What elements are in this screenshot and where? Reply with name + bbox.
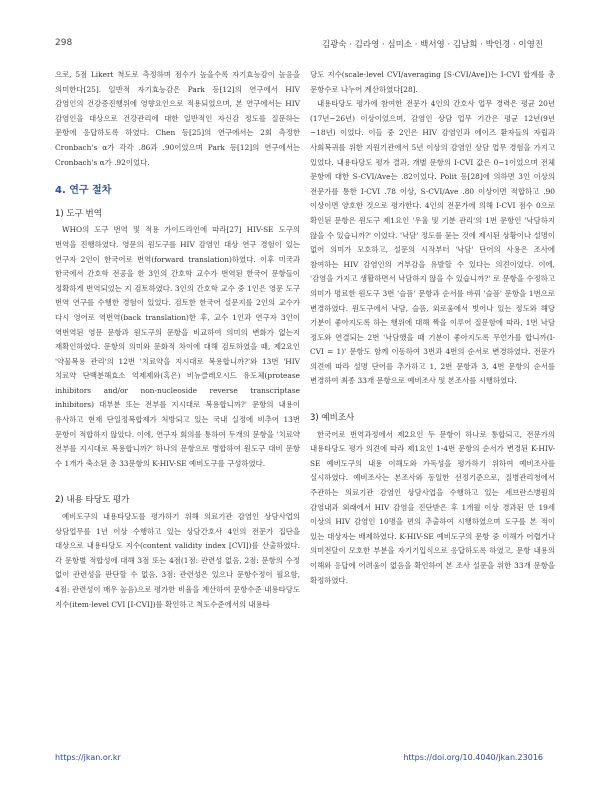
content-validity-paragraph: 예비도구의 내용타당도를 평가하기 위해 의료기관 감염인 상담사업의 상담업무를 1년 이상 수행하고 있는 상담간호사 4인의 전문가 집단을 대상으로 내용타당도 지수(content validity index [CVI])를 산출하였다. 각 문항별 적합성에 대해 3점 또는 4점(1점: 관련성 없음, 2점: 문항의 수정 없이 관련성을 판단할 수 없음, 3점: 관련성은 있으나 문항수정이 필요함, 4점: 관련성이 매우 높음)으로 평가한 비율을 계산하여 문항수준 내용타당도 지수(item-level CVI [I-CVI])를 확인하고 척도수준에서의 내용타 <box>55 512 300 609</box>
section-title-research-procedure: 4. 연구 절차 <box>55 185 112 197</box>
tool-translation-paragraph: WHO의 도구 번역 및 적용 가이드라인에 따라[27] HIV-SE 도구의 번역을 진행하였다. 영문의 원도구를 HIV 감염인 대상 연구 경험이 있는 연구자 2인이 한국어로 번역(forward translation)하였다. 이후 미국과 한국에서 간호학 전공을 한 3인의 간호학 교수가 번역된 한국어 문항들이 정확하게 번역되었는 지 검토하였다. 3인의 간호학 교수 중 1인은 영문 도구 번역 연구를 수행한 경험이 있었다. 검토한 한국어 설문지를 2인의 교수가 다시 영어로 역번역(back translation)한 후, 교수 1인과 연구자 3인이 역번역된 영문 문항과 원도구의 문항을 비교하여 의미의 변화가 없는지 재확인하였다. 문항의 의미와 문화적 차이에 대해 검토하였을 때, 제2요인 '약물복용 관리'의 12번 '치료약을 지시대로 복용합니까?'와 13번 'HIV 치료약 단백분해효소 억제제와(혹은) 비뉴클레오시드 유도체(protease inhibitors and/or non-nucleoside reverse transcriptase inhibitors) 대부분 또는 전부를 지시대로 복용합니까?' 문항의 내용이 유사하고 현재 단일정복합제가 처방되고 있는 국내 실정에 비추어 13번 문항이 적합하지 않았다. 이에, 연구자 회의를 통하여 두개의 문항을 '치료약 전부를 지시대로 복용합니까?' 하나의 문항으로 병합하여 원도구 대비 문항 수 1개가 축소된 총 33문항의 K-HIV-SE 예비도구를 구성하였다. <box>55 225 300 468</box>
left-column <box>55 68 300 612</box>
subsection-title-content-validity: 2) 내용 타당도 평가 <box>55 495 130 506</box>
running-header-authors: 김광숙 · 김라영 · 심미소 · 백서영 · 김남희 · 박인경 · 이영진 <box>321 40 543 50</box>
cvi-continuation-paragraph: 당도 지수(scale-level CVI/averaging [S-CVI/Ave])는 I-CVI 합계를 총 문항수로 나누어 계산하였다[28]. <box>310 70 555 94</box>
journal-website-link[interactable]: https://jkan.or.kr <box>55 753 121 762</box>
pilot-study-paragraph: 한국어로 번역과정에서 제2요인 두 문항이 하나로 통합되고, 전문가의 내용타당도 평가 의견에 따라 제1요인 1-4번 문항의 순서가 변경된 K-HIV-SE 예비도구의 내용 이해도와 가독성을 평가하기 위하여 예비조사를 실시하였다. 예비조사는 본조사와 동일한 선정기준으로, 질병관리청에서 주관하는 의료기관 감염인 상담사업을 수행하고 있는 세브란스병원의 감염내과 외래에서 HIV 감염을 진단받은 후 1개월 이상 경과된 만 19세 이상의 HIV 감염인 10명을 편의 추출하여 시행하였으며 도구를 본 적이 있는 대상자는 배제하였다. K-HIV-SE 예비도구의 문항 중 이해가 어렵거나 의미전달이 모호한 부분을 자기기입식으로 응답하도록 하였고, 문항 내용의 이해와 응답에 어려움이 없음을 확인하여 본 조사 설문을 위한 33개 문항을 확정하였다. <box>310 429 555 585</box>
intro-paragraph: 으로, 5점 Likert 척도로 측정하며 점수가 높을수록 자기효능감이 높음을 의미한다[25]. 일반적 자기효능감은 Park 등[12]의 연구에서 HIV 감염인의 건강증진행위에 영향요인으로 적용되었으며, 본 연구에서는 HIV 감염인을 대상으로 건강관리에 대한 일반적인 자신감 정도를 질문하는 문항에 응답하도록 하였다. Chen 등[25]의 연구에서는 2회 측정한 Cronbach's α가 각각 .86과 .90이었으며 Park 등[12]의 연구에서는 Cronbach's α가 .92이었다. <box>55 70 300 167</box>
right-column <box>310 68 555 588</box>
page-number: 298 <box>55 38 73 48</box>
subsection-title-pilot-study: 3) 예비조사 <box>310 413 355 424</box>
experts-paragraph: 내용타당도 평가에 참여한 전문가 4인의 간호사 업무 경력은 평균 20년(17년~26년) 이상이었으며, 감염인 상담 업무 기간은 평균 12년(9년~18년) 이었다. 이들 중 2인은 HIV 감염인과 에이즈 환자들의 자립과 사회복귀를 위한 지원기관에서 5년 이상의 감염인 상담 업무 경험을 가지고 있었다. 내용타당도 평가 결과, 개별 문항의 I-CVI 값은 0~1이었으며 전체 문항에 대한 S-CVI/Ave는 .82이었다. Polit 등[28]에 의하면 3인 이상의 전문가를 통한 I-CVI .78 이상, S-CVI/Ave .80 이상이면 적합하고 .90 이상이면 양호한 것으로 평가한다. 4인의 전문가에 의해 I-CVI 점수 0으로 확인된 문항은 원도구 제1요인 '우울 및 기분 관리'의 1번 문항인 '낙담하지 않을 수 있습니까?' 이었다. '낙담' 정도를 묻는 것에 제시된 상황이나 설명이 없어 의미가 모호하고, 설문의 시작부터 '낙담' 단어의 사용은 조사에 참여하는 HIV 감염인의 거부감을 유발할 수 있다는 의견이었다. 이에, '감염을 가지고 생활하면서 낙담하지 않을 수 있습니까?' 로 문항을 수정하고 의미가 명료한 원도구 3번 '슬픔' 문항과 순서를 바꿔 '슬픔' 문항을 1번으로 변경하였다. 원도구에서 낙담, 슬픔, 외로움에서 벗어나 있는 정도와 해당 기분이 좋아지도록 하는 행위에 대해 짝을 이루어 질문함에 따라, 1번 낙담 정도와 연결되는 2번 '낙담했을 때 기분이 좋아지도록 무언가를 합니까(I-CVI = 1)' 문항도 함께 이동하여 3번과 4번의 순서로 변경하였다. 전문가 의견에 따라 설명 단어를 추가하고 1, 2번 문항과 3, 4번 문항의 순서를 변경하여 최종 33개 문항으로 예비조사 및 본조사를 시행하였다. <box>310 99 555 386</box>
doi-link[interactable]: https://doi.org/10.4040/jkan.23016 <box>403 753 543 762</box>
subsection-title-tool-translation: 1) 도구 번역 <box>55 208 102 219</box>
